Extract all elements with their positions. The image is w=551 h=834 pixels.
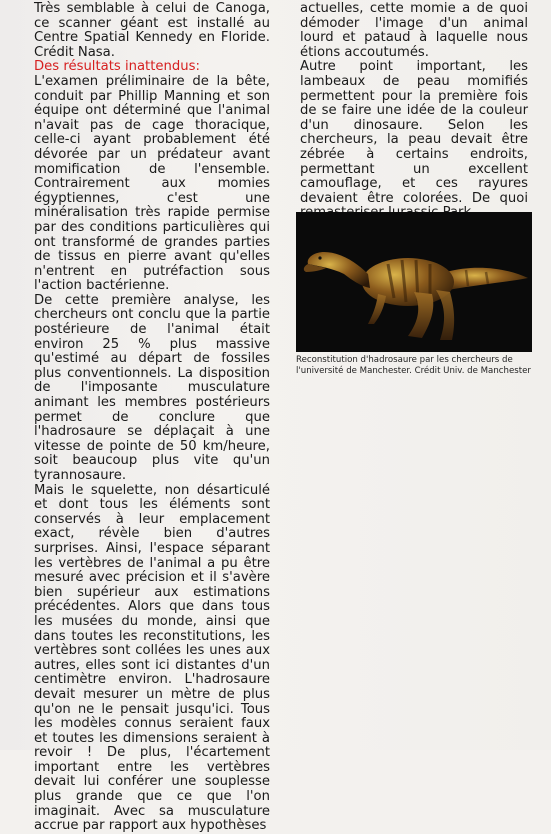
paragraph: Mais le squelette, non désarticulé et dont tous les éléments sont conservés à leur emplacement exact, révèle bien d'autres surprises. Ainsi, l'espace séparant les vertèbres de l'animal a pu être mesuré avec précision et il s'avère bien supérieur aux estimations précédentes. Alors que dans tous les musées du monde, ainsi que dans toutes les reconstitutions, les vertèbres sont collées les unes aux autres, elles sont ici distantes d'un centimètre environ. L'hadrosaure devait mesurer un mètre de plus qu'on ne le pensait jusqu'ici. Tous les modèles connus seraient faux et toutes les dimensions seraient à revoir ! De plus, l'écartement important entre les vertèbres devait lui conférer une souplesse plus grande que ce que l'on imaginait. Avec sa musculature accrue par rapport aux hypothèses [34,482,270,834]
section-heading: Des résultats inattendus: [34,59,200,75]
paragraph: Autre point important, les lambeaux de peau momifiés permettent pour la première fois de se faire une idée de la couleur d'un dinosaure. Selon les chercheurs, la peau devait être zébrée à certains endroits, permettant un excellent camouflage, et ces rayures devaient être colorées. De quoi [300,59,528,206]
paragraph: actuelles, cette momie a de quoi démoder l'image d'un animal lourd et pataud à laquelle nous étions accoutumés. [300,1,528,60]
right-column [300,2,528,221]
hadrosaur-illustration [296,212,532,352]
intro-paragraph: Très semblable à celui de Canoga, ce scanner géant est installé au Centre Spatial Kennedy en Floride. Crédit Nasa. [34,1,270,60]
paragraph: De cette première analyse, les chercheurs ont conclu que la partie postérieure de l'animal était environ 25 % plus massive qu'estimé au départ de fossiles plus conventionnels. La disposition de l'imposante musculature animant les membres postérieurs permet de conclure que l'hadrosaure se déplaçait à une vitesse de pointe de 50 km/heure, soit beaucoup plus vite qu'un tyrannosaure. [34,292,270,483]
hadrosaur-photo [296,212,532,352]
paragraph: L'examen préliminaire de la bête, conduit par Phillip Manning et son équipe ont déterminé que l'animal n'avait pas de cage thoracique, celle-ci ayant probablement été dévorée par un prédateur avant momification de l'ensemble. Contrairement aux momies égyptiennes, c'est une minéralisation très rapide permise par des conditions particulières qui ont transformé de grandes parties de tissus en pierre avant qu'elles n'entrent en putréfaction sous l'action bactérienne. [34,73,270,294]
figure-caption: Reconstitution d'hadrosaure par les chercheurs de l'université de Manchester. Crédit Univ. de Manchester [296,355,531,376]
left-column [34,2,270,834]
